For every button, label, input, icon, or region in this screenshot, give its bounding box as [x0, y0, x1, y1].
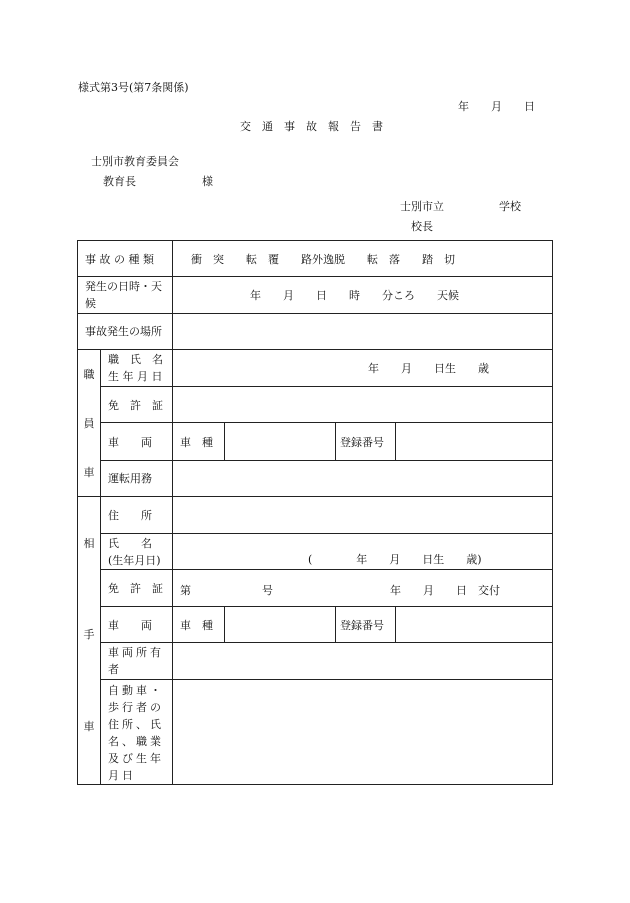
page-title: 交 通 事 故 報 告 書 — [240, 120, 383, 133]
staff-license-value — [173, 387, 553, 423]
report-date: 年 月 日 — [458, 100, 535, 113]
row-other-party — [78, 680, 553, 785]
staff-group-char-1: 職 — [83, 368, 95, 382]
staff-name-label — [101, 350, 173, 387]
place-value — [173, 314, 553, 350]
other-owner-value — [173, 643, 553, 680]
row-staff-name — [78, 350, 553, 387]
staff-duty-value — [173, 460, 553, 496]
staff-name-label-line2: 生 年 月 日 — [108, 370, 163, 384]
sender-school: 士別市立 学校 — [400, 200, 521, 213]
accident-type-label: 事 故 の 種 類 — [78, 241, 173, 277]
other-address-value — [173, 497, 553, 534]
row-other-license — [78, 570, 553, 607]
other-group-char-1: 相 — [83, 536, 95, 550]
staff-birth-value: 年 月 日生 歳 — [173, 350, 553, 387]
other-birth-value — [173, 534, 553, 570]
staff-duty-label: 運転用務 — [101, 460, 173, 496]
staff-name-label-line1: 職 氏 名 — [108, 353, 163, 367]
other-vehicle-kind-value — [225, 607, 336, 643]
other-license-value — [173, 570, 553, 607]
row-staff-duty — [78, 460, 553, 496]
row-datetime — [78, 277, 553, 314]
addressee-title: 教育長 様 — [103, 175, 213, 188]
form-number: 様式第3号(第7条関係) — [78, 81, 189, 94]
row-other-name — [78, 534, 553, 570]
datetime-value: 年 月 日 時 分ころ 天候 — [173, 277, 553, 314]
staff-vehicle-reg-value — [396, 423, 553, 460]
staff-group-char-3: 車 — [83, 465, 95, 479]
other-owner-label: 車両所有者 — [101, 643, 173, 680]
other-group-char-3: 車 — [83, 720, 95, 734]
staff-vehicle-kind-value — [225, 423, 336, 460]
other-name-label-line1: 氏 名 — [108, 536, 152, 550]
other-party-value — [173, 680, 553, 785]
other-vehicle-reg-label: 登録番号 — [336, 607, 396, 643]
place-label: 事故発生の場所 — [78, 314, 173, 350]
row-other-address — [78, 497, 553, 534]
row-staff-license — [78, 387, 553, 423]
other-party-label: 自動車・歩行者の住所、氏名、職業及び生年月日 — [101, 680, 173, 785]
other-address-label: 住 所 — [101, 497, 173, 534]
row-accident-type — [78, 241, 553, 277]
staff-vehicle-group-label — [78, 350, 101, 497]
datetime-label: 発生の日時・天候 — [78, 277, 173, 314]
staff-license-label: 免 許 証 — [101, 387, 173, 423]
other-vehicle-kind-label: 車 種 — [173, 607, 225, 643]
sender-title: 校長 — [411, 220, 433, 233]
staff-vehicle-label: 車 両 — [101, 423, 173, 460]
staff-group-char-2: 員 — [83, 416, 95, 430]
license-go: 号 — [262, 584, 273, 597]
other-vehicle-reg-value — [396, 607, 553, 643]
accident-report-table — [77, 240, 553, 785]
other-birth-text: ( 年 月 日生 歳) — [308, 553, 482, 566]
other-vehicle-group-label — [78, 497, 101, 785]
other-name-label-line2: (生年月日) — [108, 553, 161, 567]
staff-vehicle-kind-label: 車 種 — [173, 423, 225, 460]
other-name-label — [101, 534, 173, 570]
addressee-org: 士別市教育委員会 — [91, 155, 179, 168]
row-staff-vehicle — [78, 423, 553, 460]
other-group-char-2: 手 — [83, 628, 95, 642]
staff-vehicle-reg-label: 登録番号 — [336, 423, 396, 460]
other-vehicle-label: 車 両 — [101, 607, 173, 643]
license-dai: 第 — [180, 584, 191, 597]
row-place — [78, 314, 553, 350]
other-license-label: 免 許 証 — [101, 570, 173, 607]
license-issue-date: 年 月 日 交付 — [390, 584, 500, 597]
accident-type-options: 衝 突 転 覆 路外逸脱 転 落 踏 切 — [173, 241, 553, 277]
row-other-owner — [78, 643, 553, 680]
row-other-vehicle — [78, 607, 553, 643]
